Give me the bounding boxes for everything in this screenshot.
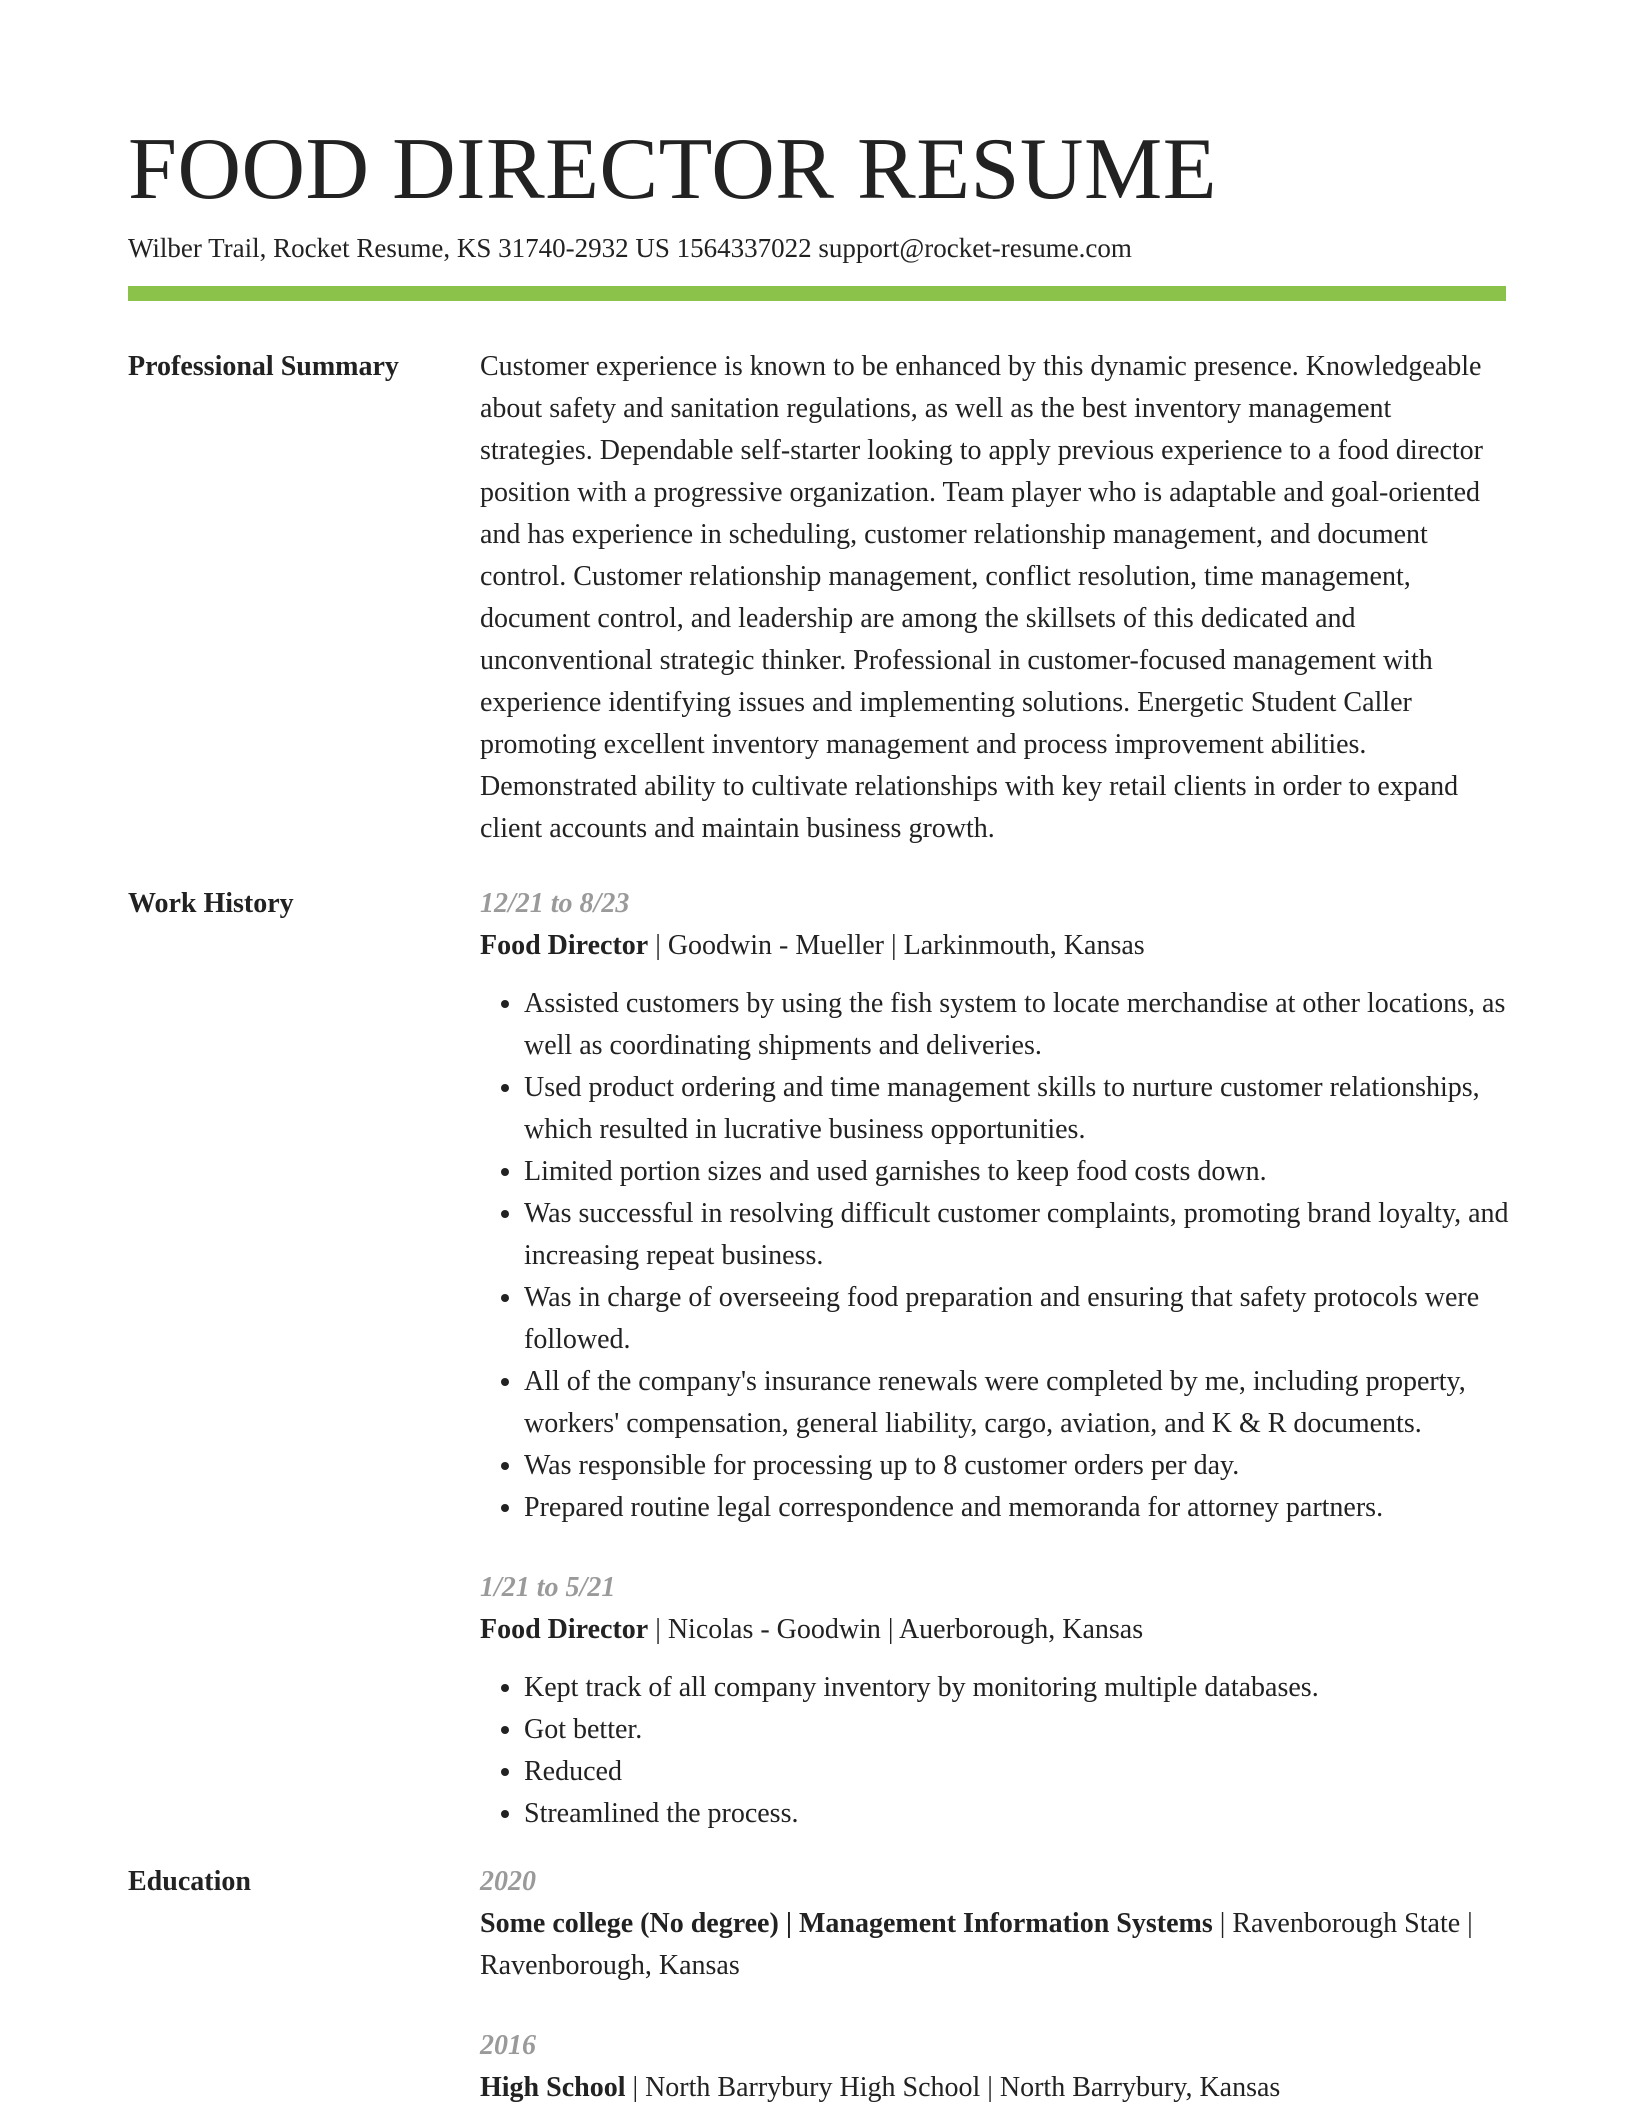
job-bullet: • Kept track of all company inventory by monitoring multiple databases. — [524, 1667, 1510, 1709]
job-role-line — [480, 1609, 1510, 1651]
education-details: | Ravenborough State | Ravenborough, Kansas — [480, 1908, 1473, 1981]
job-bullet: • Reduced — [524, 1751, 1510, 1793]
education-line — [480, 2067, 1510, 2109]
job-bullet: • Prepared routine legal correspondence and memoranda for attorney partners. — [524, 1487, 1510, 1529]
job-bullet: • All of the company's insurance renewals were completed by me, including property, workers' compensation, general liability, cargo, aviation, and K & R documents. — [524, 1361, 1510, 1445]
job-bullet: • Assisted customers by using the fish system to locate merchandise at other locations, as well as coordinating shipments and deliveries. — [524, 983, 1510, 1067]
resume-title: FOOD DIRECTOR RESUME — [128, 121, 1217, 218]
summary-body — [480, 346, 1510, 850]
job-date: 12/21 to 8/23 — [480, 888, 630, 919]
job-bullets — [480, 983, 1510, 1529]
education-date: 2016 — [480, 2030, 536, 2061]
contact-line: Wilber Trail, Rocket Resume, KS 31740-2932 US 1564337022 support@rocket-resume.com — [128, 233, 1132, 263]
job-details: | Goodwin - Mueller | Larkinmouth, Kansas — [648, 930, 1145, 961]
job-entry — [480, 883, 1510, 1529]
work-history-label: Work History — [128, 888, 294, 919]
job-bullet: • Streamlined the process. — [524, 1793, 1510, 1835]
education-label: Education — [128, 1866, 251, 1897]
header-divider — [128, 286, 1506, 301]
job-details: | Nicolas - Goodwin | Auerborough, Kansas — [648, 1614, 1144, 1645]
job-title: Food Director — [480, 930, 649, 961]
work-history-body — [480, 883, 1510, 1835]
education-entry — [480, 1861, 1510, 1987]
job-bullet: • Got better. — [524, 1709, 1510, 1751]
summary-label: Professional Summary — [128, 351, 399, 382]
education-details: | North Barrybury High School | North Barrybury, Kansas — [625, 2072, 1281, 2103]
education-date: 2020 — [480, 1866, 536, 1897]
job-bullet: • Limited portion sizes and used garnishes to keep food costs down. — [524, 1151, 1510, 1193]
job-bullet: • Was responsible for processing up to 8 customer orders per day. — [524, 1445, 1510, 1487]
job-bullet: • Used product ordering and time management skills to nurture customer relationships, which resulted in lucrative business opportunities. — [524, 1067, 1510, 1151]
job-entry — [480, 1567, 1510, 1835]
education-line — [480, 1903, 1510, 1987]
job-bullet: • Was successful in resolving difficult customer complaints, promoting brand loyalty, and increasing repeat business. — [524, 1193, 1510, 1277]
summary-text: Customer experience is known to be enhanced by this dynamic presence. Knowledgeable about safety and sanitation regulations, as well as the best inventory management strategies. Dependable self-starter looking to apply previous experience to a food director position with a progressive organization. Team player who is adaptable and goal-oriented and has experience in scheduling, customer relationship management, and document control. Customer relationship management, conflict resolution, time management, document control, and leadership are among the skillsets of this dedicated and unconventional strategic thinker. Professional in customer-focused management with experience identifying issues and implementing solutions. Energetic Student Caller promoting excellent inventory management and process improvement abilities. Demonstrated ability to cultivate relationships with key retail clients in order to expand client accounts and maintain business growth. — [480, 351, 1483, 844]
education-entry — [480, 2025, 1510, 2109]
education-degree: Some college (No degree) | Management Information Systems — [480, 1908, 1213, 1939]
job-title: Food Director — [480, 1614, 649, 1645]
job-role-line — [480, 925, 1510, 967]
education-degree: High School — [480, 2072, 626, 2103]
job-bullets — [480, 1667, 1510, 1835]
job-bullet: • Was in charge of overseeing food preparation and ensuring that safety protocols were followed. — [524, 1277, 1510, 1361]
education-body — [480, 1861, 1510, 2109]
job-date: 1/21 to 5/21 — [480, 1572, 616, 1603]
